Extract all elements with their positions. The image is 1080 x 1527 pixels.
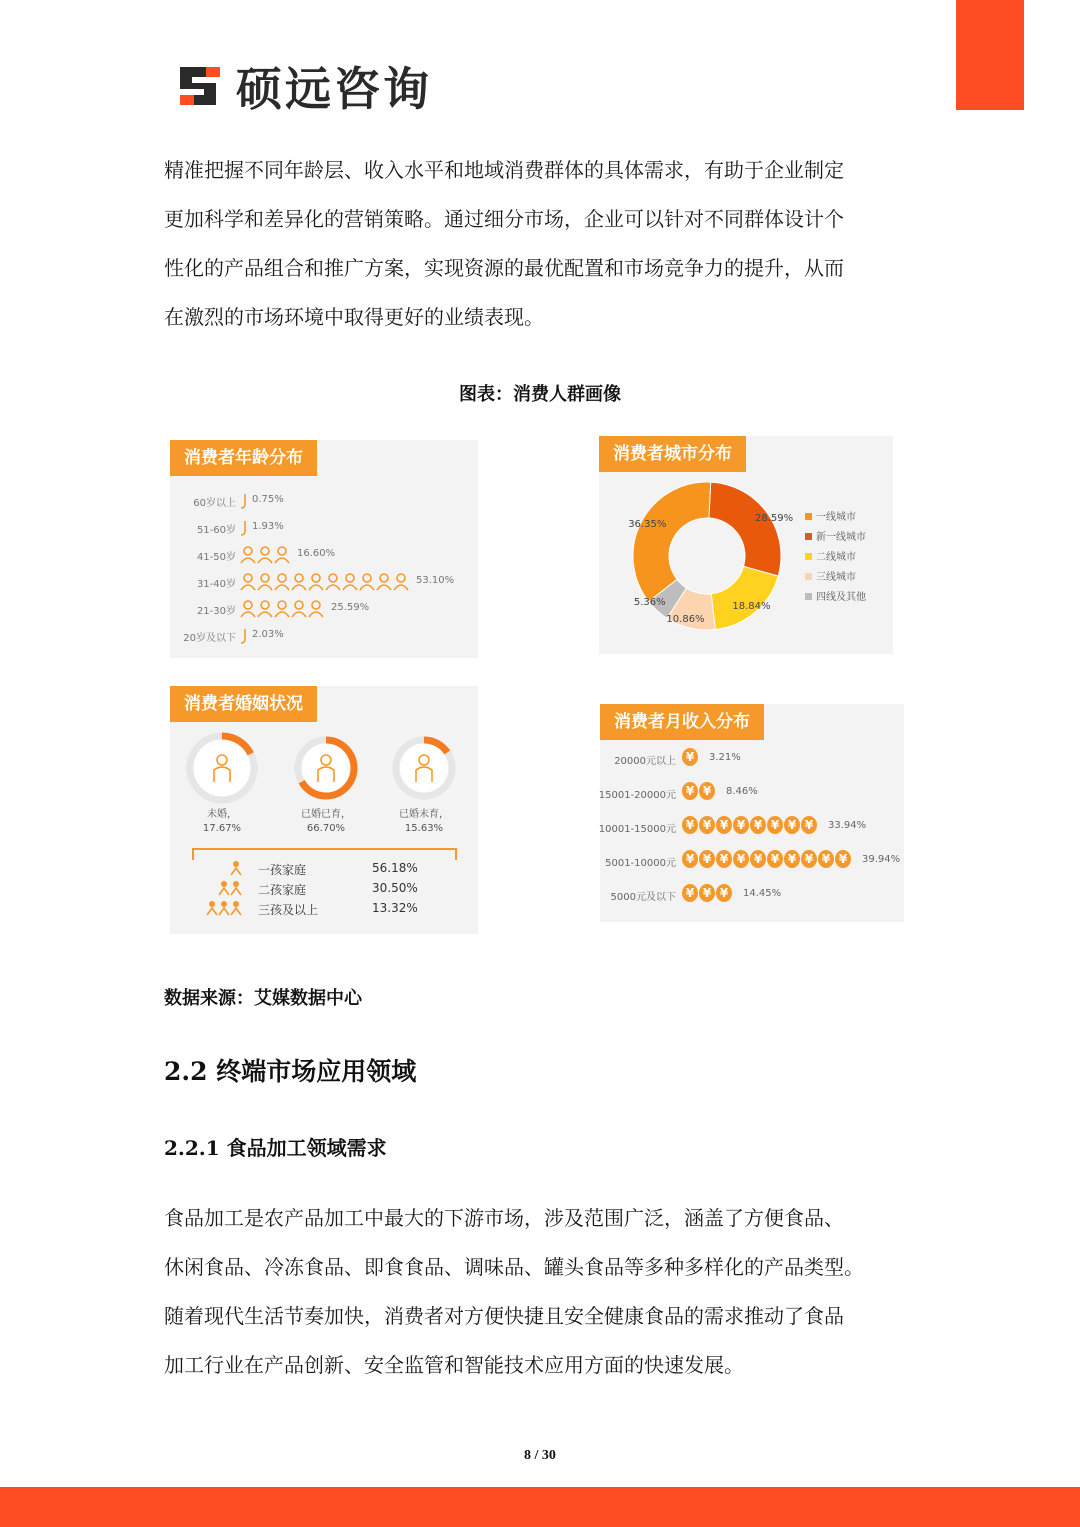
marital-ring	[386, 730, 462, 806]
legend-label: 一线城市	[816, 512, 856, 523]
child-icon-group	[230, 860, 242, 879]
family-row	[190, 860, 450, 878]
legend-label: 二线城市	[816, 552, 856, 563]
yuan-coin-icon: ¥	[682, 782, 698, 800]
age-value-label: 16.60%	[297, 548, 336, 559]
yuan-coin-icon: ¥	[750, 816, 766, 834]
yuan-coin-icon: ¥	[699, 884, 715, 902]
yuan-coin-icon: ¥	[750, 850, 766, 868]
income-value-label: 39.94%	[862, 854, 901, 865]
marital-label-line: 未婚，	[207, 809, 237, 820]
marital-label	[177, 808, 267, 836]
yuan-coin-icon: ¥	[699, 850, 715, 868]
family-category-label: 二孩家庭	[258, 883, 307, 897]
city-donut-chart	[627, 476, 787, 636]
city-value-label: 5.36%	[633, 597, 666, 609]
income-category-label: 20000元以上	[614, 756, 676, 767]
logo-mark-icon	[176, 61, 226, 111]
age-category-label: 21-30岁	[196, 606, 236, 617]
marital-label-line: 已婚未育，	[399, 809, 449, 820]
person-icon	[257, 573, 273, 594]
family-row	[190, 880, 450, 898]
coin-bar	[682, 850, 852, 868]
age-category-label: 41-50岁	[196, 552, 236, 563]
age-icon-bar	[240, 519, 249, 540]
marital-label-line: 17.67%	[202, 823, 242, 834]
top-accent-bar	[956, 0, 1024, 110]
city-slice-0	[633, 482, 711, 602]
person-icon	[240, 627, 248, 648]
yuan-coin-icon: ¥	[784, 850, 800, 868]
yuan-coin-icon: ¥	[733, 850, 749, 868]
child-icon-group	[206, 900, 242, 919]
yuan-coin-icon: ¥	[682, 850, 698, 868]
marital-status-panel	[170, 686, 478, 934]
company-logo	[176, 58, 432, 114]
age-icon-bar	[240, 546, 291, 567]
yuan-coin-icon: ¥	[801, 850, 817, 868]
yuan-coin-icon: ¥	[733, 816, 749, 834]
child-icon-group	[218, 880, 242, 899]
city-legend-item	[805, 508, 856, 523]
legend-swatch	[805, 553, 812, 560]
age-value-label: 1.93%	[252, 521, 284, 532]
marital-label	[281, 808, 371, 836]
yuan-coin-icon: ¥	[835, 850, 851, 868]
coin-bar	[682, 816, 818, 834]
income-value-label: 14.45%	[743, 888, 782, 899]
age-icon-bar	[240, 573, 410, 594]
income-value-label: 3.21%	[709, 752, 741, 763]
income-distribution-panel	[600, 704, 904, 922]
person-icon	[291, 600, 307, 621]
figure-title: 图表：消费人群画像	[459, 384, 621, 405]
income-row	[600, 746, 904, 772]
coin-bar	[682, 782, 716, 800]
marital-label	[379, 808, 469, 836]
intro-line: 精准把握不同年龄层、收入水平和地域消费群体的具体需求，有助于企业制定	[164, 158, 844, 182]
city-legend-item	[805, 528, 866, 543]
age-distribution-panel	[170, 440, 478, 658]
page-number: 8 / 30	[524, 1448, 556, 1463]
legend-swatch	[805, 533, 812, 540]
person-icon	[240, 546, 256, 567]
family-value-label: 13.32%	[372, 901, 418, 915]
marital-label-line: 已婚已育，	[301, 809, 351, 820]
body-line: 加工行业在产品创新、安全监管和智能技术应用方面的快速发展。	[164, 1353, 744, 1377]
city-value-label: 28.59%	[754, 512, 794, 524]
logo-text: 硕远咨询	[236, 62, 432, 116]
age-row	[170, 598, 478, 620]
person-icon	[274, 573, 290, 594]
yuan-coin-icon: ¥	[682, 748, 698, 766]
legend-swatch	[805, 513, 812, 520]
yuan-coin-icon: ¥	[699, 782, 715, 800]
income-category-label: 5000元及以下	[610, 892, 676, 903]
subsection-heading: 2.2.1 食品加工领域需求	[164, 1136, 387, 1160]
intro-line: 性化的产品组合和推广方案，实现资源的最优配置和市场竞争力的提升，从而	[164, 256, 844, 280]
age-value-label: 25.59%	[331, 602, 370, 613]
person-icon	[291, 573, 307, 594]
legend-label: 四线及其他	[816, 592, 866, 603]
income-row	[600, 814, 904, 840]
yuan-coin-icon: ¥	[682, 816, 698, 834]
person-icon	[240, 519, 248, 540]
person-icon	[359, 573, 375, 594]
marital-ring	[184, 730, 260, 806]
yuan-coin-icon: ¥	[767, 850, 783, 868]
intro-line: 更加科学和差异化的营销策略。通过细分市场，企业可以针对不同群体设计个	[164, 207, 844, 231]
age-category-label: 31-40岁	[196, 579, 236, 590]
family-row	[190, 900, 450, 918]
income-row	[600, 780, 904, 806]
income-panel-title: 消费者月收入分布	[600, 704, 764, 740]
person-icon	[257, 600, 273, 621]
family-category-label: 一孩家庭	[258, 863, 307, 877]
person-icon	[274, 546, 290, 567]
legend-label: 三线城市	[816, 572, 856, 583]
source-note: 数据来源：艾媒数据中心	[164, 988, 362, 1009]
person-icon	[308, 573, 324, 594]
city-distribution-panel	[599, 436, 893, 654]
yuan-coin-icon: ¥	[682, 884, 698, 902]
income-category-label: 10001-15000元	[598, 824, 676, 835]
yuan-coin-icon: ¥	[716, 850, 732, 868]
age-value-label: 53.10%	[416, 575, 455, 586]
age-category-label: 20岁及以下	[183, 633, 236, 644]
city-value-label: 36.35%	[628, 518, 667, 530]
income-row	[600, 848, 904, 874]
age-row	[170, 490, 478, 512]
intro-paragraph	[164, 146, 924, 342]
city-slice-1	[709, 482, 781, 576]
coin-bar	[682, 748, 699, 766]
income-value-label: 33.94%	[828, 820, 867, 831]
body-line: 休闲食品、冷冻食品、即食食品、调味品、罐头食品等多种多样化的产品类型。	[164, 1255, 864, 1279]
person-icon	[240, 573, 256, 594]
age-icon-bar	[240, 600, 325, 621]
age-value-label: 0.75%	[252, 494, 284, 505]
person-icon	[240, 600, 256, 621]
city-slice-2	[711, 566, 778, 629]
legend-swatch	[805, 593, 812, 600]
person-icon	[257, 546, 273, 567]
yuan-coin-icon: ¥	[818, 850, 834, 868]
age-value-label: 2.03%	[252, 629, 284, 640]
legend-swatch	[805, 573, 812, 580]
section-heading: 2.2 终端市场应用领域	[164, 1057, 417, 1086]
yuan-coin-icon: ¥	[784, 816, 800, 834]
city-value-label: 10.86%	[666, 614, 705, 626]
age-row	[170, 544, 478, 566]
age-category-label: 60岁以上	[193, 498, 236, 509]
city-value-label: 18.84%	[732, 600, 771, 612]
income-row	[600, 882, 904, 908]
city-legend-item	[805, 568, 856, 583]
body-line: 随着现代生活节奏加快，消费者对方便快捷且安全健康食品的需求推动了食品	[164, 1304, 844, 1328]
income-category-label: 15001-20000元	[598, 790, 676, 801]
income-value-label: 8.46%	[726, 786, 758, 797]
age-icon-bar	[240, 492, 249, 513]
city-legend-item	[805, 548, 856, 563]
coin-bar	[682, 884, 733, 902]
yuan-coin-icon: ¥	[716, 816, 732, 834]
person-icon	[325, 573, 341, 594]
city-legend-item	[805, 588, 866, 603]
yuan-coin-icon: ¥	[716, 884, 732, 902]
age-row	[170, 571, 478, 593]
age-row	[170, 625, 478, 647]
yuan-coin-icon: ¥	[767, 816, 783, 834]
family-value-label: 56.18%	[372, 861, 418, 875]
marital-panel-title: 消费者婚姻状况	[170, 686, 317, 722]
family-value-label: 30.50%	[372, 881, 418, 895]
marital-label-line: 15.63%	[404, 823, 444, 834]
body-line: 食品加工是农产品加工中最大的下游市场，涉及范围广泛，涵盖了方便食品、	[164, 1206, 844, 1230]
person-icon	[240, 492, 248, 513]
marital-label-line: 66.70%	[306, 823, 346, 834]
income-category-label: 5001-10000元	[605, 858, 676, 869]
person-icon	[274, 600, 290, 621]
person-icon	[376, 573, 392, 594]
age-row	[170, 517, 478, 539]
yuan-coin-icon: ¥	[801, 816, 817, 834]
person-icon	[393, 573, 409, 594]
person-icon	[308, 600, 324, 621]
age-icon-bar	[240, 627, 249, 648]
yuan-coin-icon: ¥	[699, 816, 715, 834]
city-panel-title: 消费者城市分布	[599, 436, 746, 472]
bottom-accent-bar	[0, 1487, 1080, 1527]
intro-line: 在激烈的市场环境中取得更好的业绩表现。	[164, 305, 544, 329]
family-category-label: 三孩及以上	[258, 903, 319, 917]
legend-label: 新一线城市	[816, 532, 866, 543]
person-icon	[342, 573, 358, 594]
age-panel-title: 消费者年龄分布	[170, 440, 317, 476]
body-paragraph	[164, 1194, 924, 1390]
age-category-label: 51-60岁	[196, 525, 236, 536]
marital-ring	[288, 730, 364, 806]
